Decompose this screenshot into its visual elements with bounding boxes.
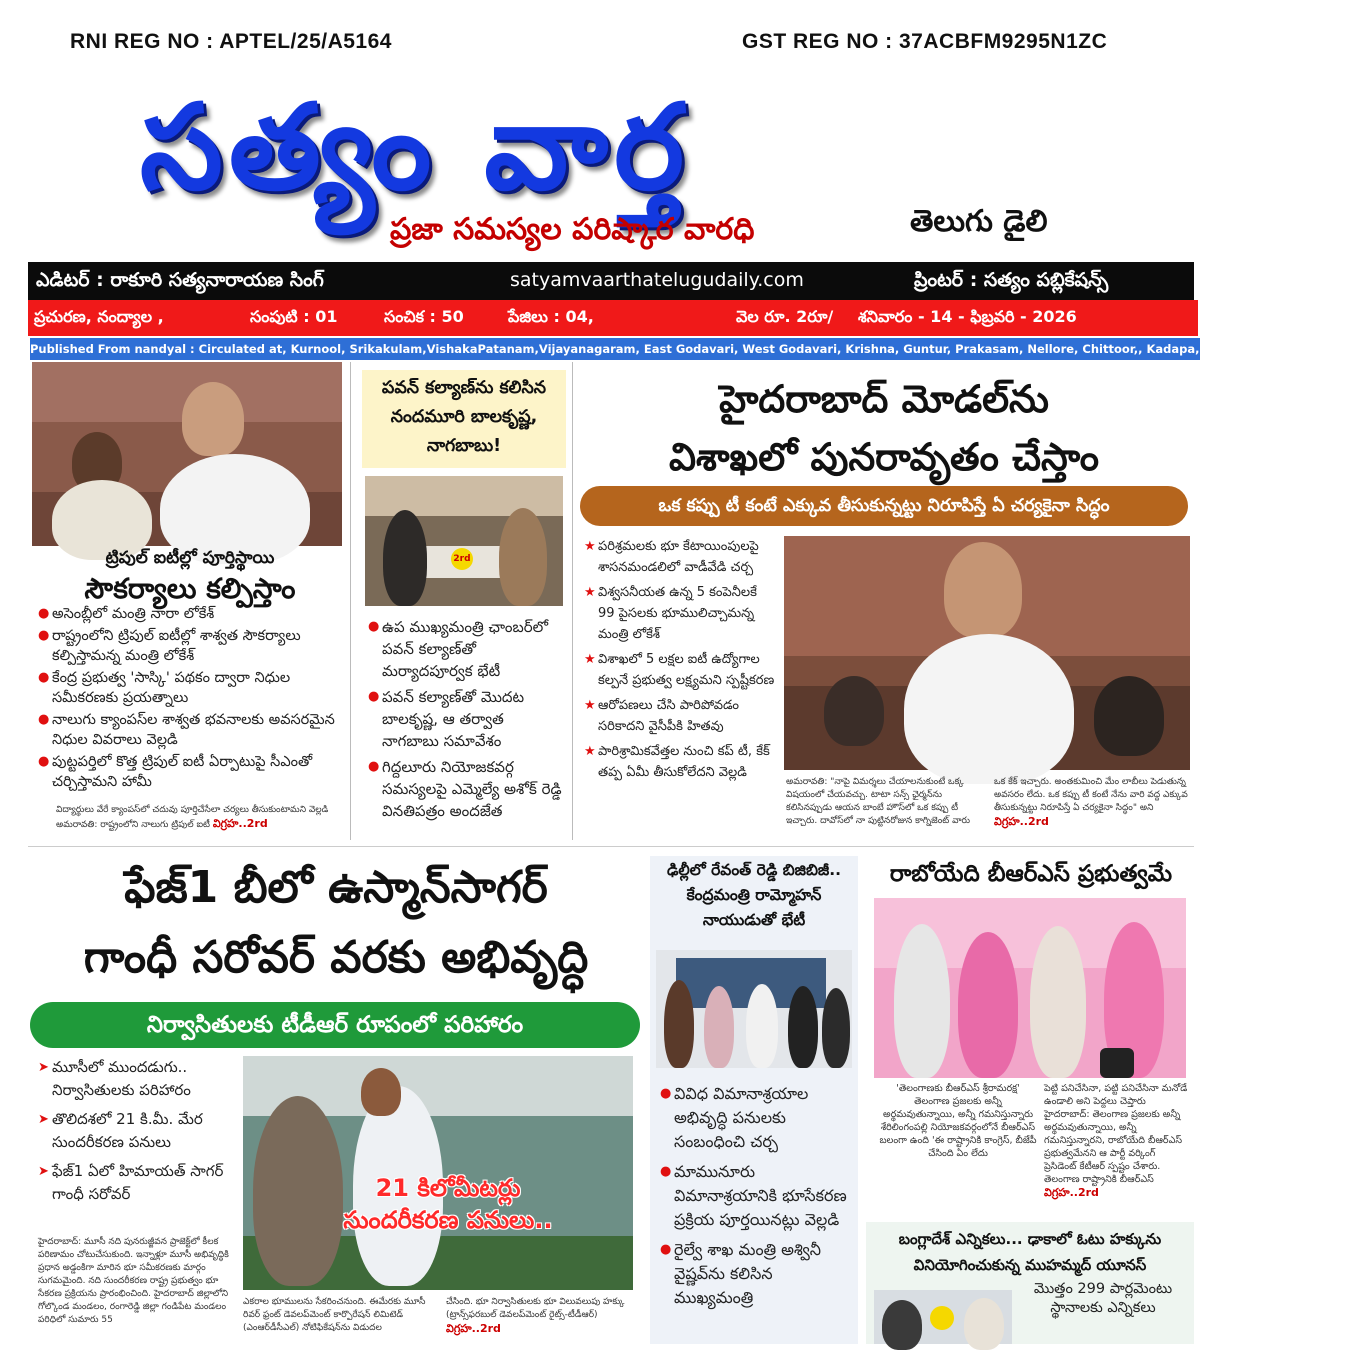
story4-body-col3 <box>446 1296 632 1337</box>
story3-bullet: ★ విశ్వసనీయత ఉన్న 5 కంపెనీలకే 99 పైసలకు భూములిచ్చామన్న మంత్రి లోకేశ్ <box>584 582 776 645</box>
story7-headline: బంగ్లాదేశ్ ఎన్నికలు... ఢాకాలో ఓటు హక్కును వినియోగించుకున్న ముహమ్మద్ యూనస్ <box>898 1230 1162 1274</box>
story4-photo-caption-1: 21 కిలోమీటర్లు <box>375 1174 521 1202</box>
story4-body-col1: హైదరాబాద్: మూసీ నది పునరుజ్జీవన ప్రాజెక్ట్‌లో కీలక పరిణామం చోటుచేసుకుంది. ఇన్నాళ్లూ మూసీ అభివృద్ధికి ప్రధాన అడ్డంకిగా మారిన భూ సమీకరణకు మార్గం సుగమమైంది. నది సుందరీకరణ రాష్ట్ర ప్రభుత్వం భూ సేకరణ ప్రక్రియను ప్రారంభించింది. హైదరాబాద్ జిల్లాలోని గోల్కొండ మండలం, రంగారెడ్డి జిల్లా గండిపేట మండలం పరిధిలో సుమారు 55 <box>38 1237 229 1325</box>
story4-photo-caption-2: సుందరీకరణ పనులు.. <box>343 1206 553 1234</box>
story2-bullet: ● గిద్దలూరు నియోజకవర్గ సమస్యలపై ఎమ్మెల్యే అశోక్ రెడ్డి వినతిపత్రం అందజేత <box>368 756 564 822</box>
story4-headline-line2: గాంధీ సరోవర్ వరకు అభివృద్ధి <box>83 932 589 983</box>
story7-text: మొత్తం 299 పార్లమెంటు స్థానాలకు ఎన్నికలు <box>1033 1281 1173 1316</box>
story2-headline: పవన్ కల్యాణ్‌ను కలిసిన నందమూరి బాలకృష్ణ, నాగబాబు! <box>381 378 547 456</box>
story3-bullet: ★ విశాఖలో 5 లక్షల ఐటీ ఉద్యోగాల కల్పనే ప్రభుత్వ లక్ష్యమని స్పష్టీకరణ <box>584 649 776 691</box>
story1-bullets <box>38 604 342 794</box>
masthead-daily-label: తెలుగు డైలి <box>910 204 1048 239</box>
story5-bullet: ● మామునూరు విమానాశ్రయానికి భూసేకరణ ప్రక్రియ పూర్తయినట్లు వెల్లడి <box>660 1160 850 1232</box>
story6-body-col2 <box>1044 1082 1190 1200</box>
story1-headline: సౌకర్యాలు కల్పిస్తాం <box>84 572 296 605</box>
story6-body-col1: 'తెలంగాణకు బీఆర్ఎస్ శ్రీరామరక్ష' తెలంగాణ ప్రజలకు అన్నీ అర్థమవుతున్నాయి, అన్నీ గమనిస్తున్నారు శేరిలింగంపల్లి నియోజకవర్గంలోనే బీఆర్ఎస్ బలంగా ఉంది 'ఈ రాష్ట్రానికి కాంగ్రెస్, బీజేపీ చేసింది ఏం లేదు <box>879 1083 1037 1159</box>
story4-headline-line1: ఫేజ్1 బీలో ఉస్మాన్‌సాగర్ <box>124 862 548 913</box>
gst-number: GST REG NO : 37ACBFM9295N1ZC <box>742 30 1108 53</box>
publication-place: ప్రచురణ, నంద్యాల , <box>34 307 164 326</box>
story3-photo <box>784 536 1190 770</box>
website-link[interactable]: satyamvaarthatelugudaily.com <box>510 269 804 291</box>
story4-body-col3-text: చేసింది. భూ నిర్వాసితులకు భూ విలువలుపు హక్కు (ట్రాన్స్‌ఫరబుల్ డెవలప్‌మెంట్ రైట్స్-టీడీఆర్) <box>446 1297 625 1320</box>
story1-bullet: ● కేంద్ర ప్రభుత్వ 'సాస్కి' పథకం ద్వారా నిధుల సమీకరణకు ప్రయత్నాలు <box>38 668 342 708</box>
printer-name: ప్రింటర్ : సత్యం పబ్లికేషన్స్ <box>914 269 1109 291</box>
story1-bullet: ● రాష్ట్రంలోని ట్రిపుల్ ఐటీల్లో శాశ్వత సౌకర్యాలు కల్పిస్తామన్న మంత్రి లోకేశ్ <box>38 626 342 666</box>
story3-bullets <box>584 536 776 785</box>
editor-bar <box>28 262 1194 300</box>
price: వెల రూ. 2రూ/ <box>736 307 834 326</box>
story4-bullet: ➤ ఫేజ్1 ఏలో హిమాయత్ సాగర్ గాంధీ సరోవర్ <box>38 1160 234 1206</box>
story3-body-text: అమరావతి: "నాపై విమర్శలు చేయాలనుకుంటే ఒక్క విషయంలో చేయవచ్చు. టాటా సన్స్ ఛైర్మన్‌ను కలిసినప్పుడు ఆయన బాంబే హౌస్‌లో ఒక కప్పు టీ ఇచ్చారు. దావోస్‌లో నా పుట్టినరోజున కాగ్నిజెంట్ వారు ఒక కేక్ ఇచ్చారు. అంతకుమించి మేం లాబీలు పెడుతున్న అవసరం లేదు. ఒక కప్పు టీ కంటే నేను వారి వద్ద ఎక్కువ తీసుకున్నట్టు నిరూపిస్తే ఏ చర్యకైనా సిద్ధం" అని <box>786 777 1188 826</box>
story1-bullet: ● పుట్టపర్తిలో కొత్త ట్రిపుల్ ఐటీ ఏర్పాటుపై సీఎంతో చర్చిస్తామని హామీ <box>38 752 342 792</box>
story2-bullets <box>368 616 564 824</box>
story4-signature: విగ్రహ..2rd <box>446 1322 501 1335</box>
story6-signature: విగ్రహ..2rd <box>1044 1186 1099 1199</box>
story5-bullets <box>660 1082 850 1312</box>
story4-body-col2: ఎకరాల భూములను సేకరించనుంది. ఈమేరకు మూసీ రివర్ ఫ్రంట్ డెవలప్‌మెంట్ కార్పొరేషన్ లిమిటెడ్ (ఎంఆర్‌డీసీఎల్) నోటిఫికేషన్‌ను విడుదల <box>243 1297 426 1333</box>
story2-bullet: ● పవన్ కల్యాణ్‌తో మొదట బాలకృష్ణ, ఆ తర్వాత నాగబాబు సమావేశం <box>368 686 564 752</box>
story1-body-text: విద్యార్థులు వేరే క్యాంపస్‌లో చదువు పూర్తిచేసేలా చర్యలు తీసుకుంటామని వెల్లడి అమరావతి: రాష్ట్రంలోని నాలుగు ట్రిపుల్ ఐటీ <box>56 805 329 830</box>
story1-signature: విగ్రహ..2rd <box>212 817 268 830</box>
story1-headline-block <box>32 548 348 606</box>
story6-headline: రాబోయేది బీఆర్ఎస్ ప్రభుత్వమే <box>889 861 1173 887</box>
story3-bullet: ★ ఆరోపణలు చేసి పారిపోవడం సరికాదని వైసీపీకి హితవు <box>584 695 776 737</box>
story3-banner: ఒక కప్పు టీ కంటే ఎక్కువ తీసుకున్నట్టు నిరూపిస్తే ఏ చర్యకైనా సిద్ధం <box>580 486 1188 526</box>
story2-header-box <box>362 370 566 468</box>
story4-photo <box>243 1056 633 1290</box>
story3-body <box>786 776 1190 830</box>
masthead-title: సత్యం వార్త <box>140 78 691 216</box>
story1-bullet: ● నాలుగు క్యాంపస్‌ల శాశ్వత భవనాలకు అవసరమైన నిధుల వివరాలు వెల్లడి <box>38 710 342 750</box>
page-count: పేజిలు : 04, <box>508 307 594 326</box>
story1-photo <box>32 362 342 546</box>
story6-body-col2-text: పెట్టి పనిచేసినా, పట్టి పనిచేసినా మనోడే ఉండాలి అని పెద్దలు చెప్తారు హైదరాబాద్: తెలంగాణ ప్రజలకు అన్నీ అర్థమవుతున్నాయి, అన్నీ గమనిస్తున్నారని, రాబోయేది బీఆర్ఎస్ ప్రభుత్వమేనని ఆ పార్టీ వర్కింగ్ ప్రెసిడెంట్ కేటీఆర్ స్పష్టం చేశారు. తెలంగాణ రాష్ట్రానికి బీఆర్ఎస్ <box>1044 1083 1188 1185</box>
editor-name: ఎడిటర్ : రాకూరి సత్యనారాయణ సింగ్ <box>36 269 324 291</box>
story3-headline-line2: విశాఖలో పునరావృతం చేస్తాం <box>668 435 1100 479</box>
column-rule <box>350 362 351 840</box>
story2-bullet: ● ఉప ముఖ్యమంత్రి ఛాంబర్‌లో పవన్ కల్యాణ్‌తో మర్యాదపూర్వక భేటీ <box>368 616 564 682</box>
story2-photo-logo: 2rd <box>451 548 473 570</box>
story2-photo <box>365 476 563 606</box>
story5-photo <box>656 950 852 1068</box>
story4-bullet: ➤ తొలిదశలో 21 కి.మీ. మేర సుందరీకరణ పనులు <box>38 1108 234 1154</box>
story4-banner: నిర్వాసితులకు టీడీఆర్ రూపంలో పరిహారం <box>30 1002 640 1048</box>
story1-bullet: ● అసెంబ్లీలో మంత్రి నారా లోకేశ్ <box>38 604 342 624</box>
column-rule <box>572 362 573 840</box>
masthead-tagline: ప్రజా సమస్యల పరిష్కార వారధి <box>390 212 755 247</box>
story3-signature: విగ్రహ..2rd <box>994 815 1049 828</box>
story4-bullets <box>38 1056 234 1208</box>
story3-bullet: ★ పరిశ్రమలకు భూ కేటాయింపులపై శాసనమండలిలో వాడీవేడి చర్చ <box>584 536 776 578</box>
story7-photo <box>874 1290 1012 1344</box>
story1-kicker: ట్రిపుల్ ఐటీల్లో పూర్తిస్థాయి <box>105 548 275 568</box>
circulation-bar: Published From nandyal : Circulated at, Kurnool, Srikakulam,VishakaPatanam,Vijayanagaram, East Godavari, West Godavari, Krishna, Guntur, Prakasam, Nellore, Chittoor,, Kadapa, Anantapuram, Hyderabad <box>30 338 1200 360</box>
story4-bullet: ➤ మూసీలో ముందడుగు.. నిర్వాసితులకు పరిహారం <box>38 1056 234 1102</box>
story3-headline-line1: హైదరాబాద్ మోడల్‌ను <box>719 377 1049 421</box>
row-rule <box>28 846 1194 847</box>
issue-info-bar <box>28 300 1198 336</box>
story5-bullet: ● రైల్వే శాఖ మంత్రి అశ్వినీ వైష్ణవ్‌ను కలిసిన ముఖ్యమంత్రి <box>660 1238 850 1310</box>
issue-date: శనివారం - 14 - ఫిబ్రవరి - 2026 <box>858 307 1077 326</box>
story5-bullet: ● వివిధ విమానాశ్రయాల అభివృద్ధి పనులకు సంబంధించి చర్చ <box>660 1082 850 1154</box>
story6-photo <box>874 898 1186 1078</box>
rni-number: RNI REG NO : APTEL/25/A5164 <box>70 30 392 53</box>
volume-number: సంపుటి : 01 <box>250 307 338 326</box>
story3-bullet: ★ పారిశ్రామికవేత్తల నుంచి కప్ టీ, కేక్ తప్ప ఏమీ తీసుకోలేదని వెల్లడి <box>584 741 776 783</box>
story1-body <box>56 804 346 832</box>
issue-number: సంచిక : 50 <box>384 307 464 326</box>
story5-headline: ఢిల్లీలో రేవంత్ రెడ్డి బిజిబిజీ.. కేంద్రమంత్రి రామ్మోహన్ నాయుడుతో భేటీ <box>666 861 842 929</box>
